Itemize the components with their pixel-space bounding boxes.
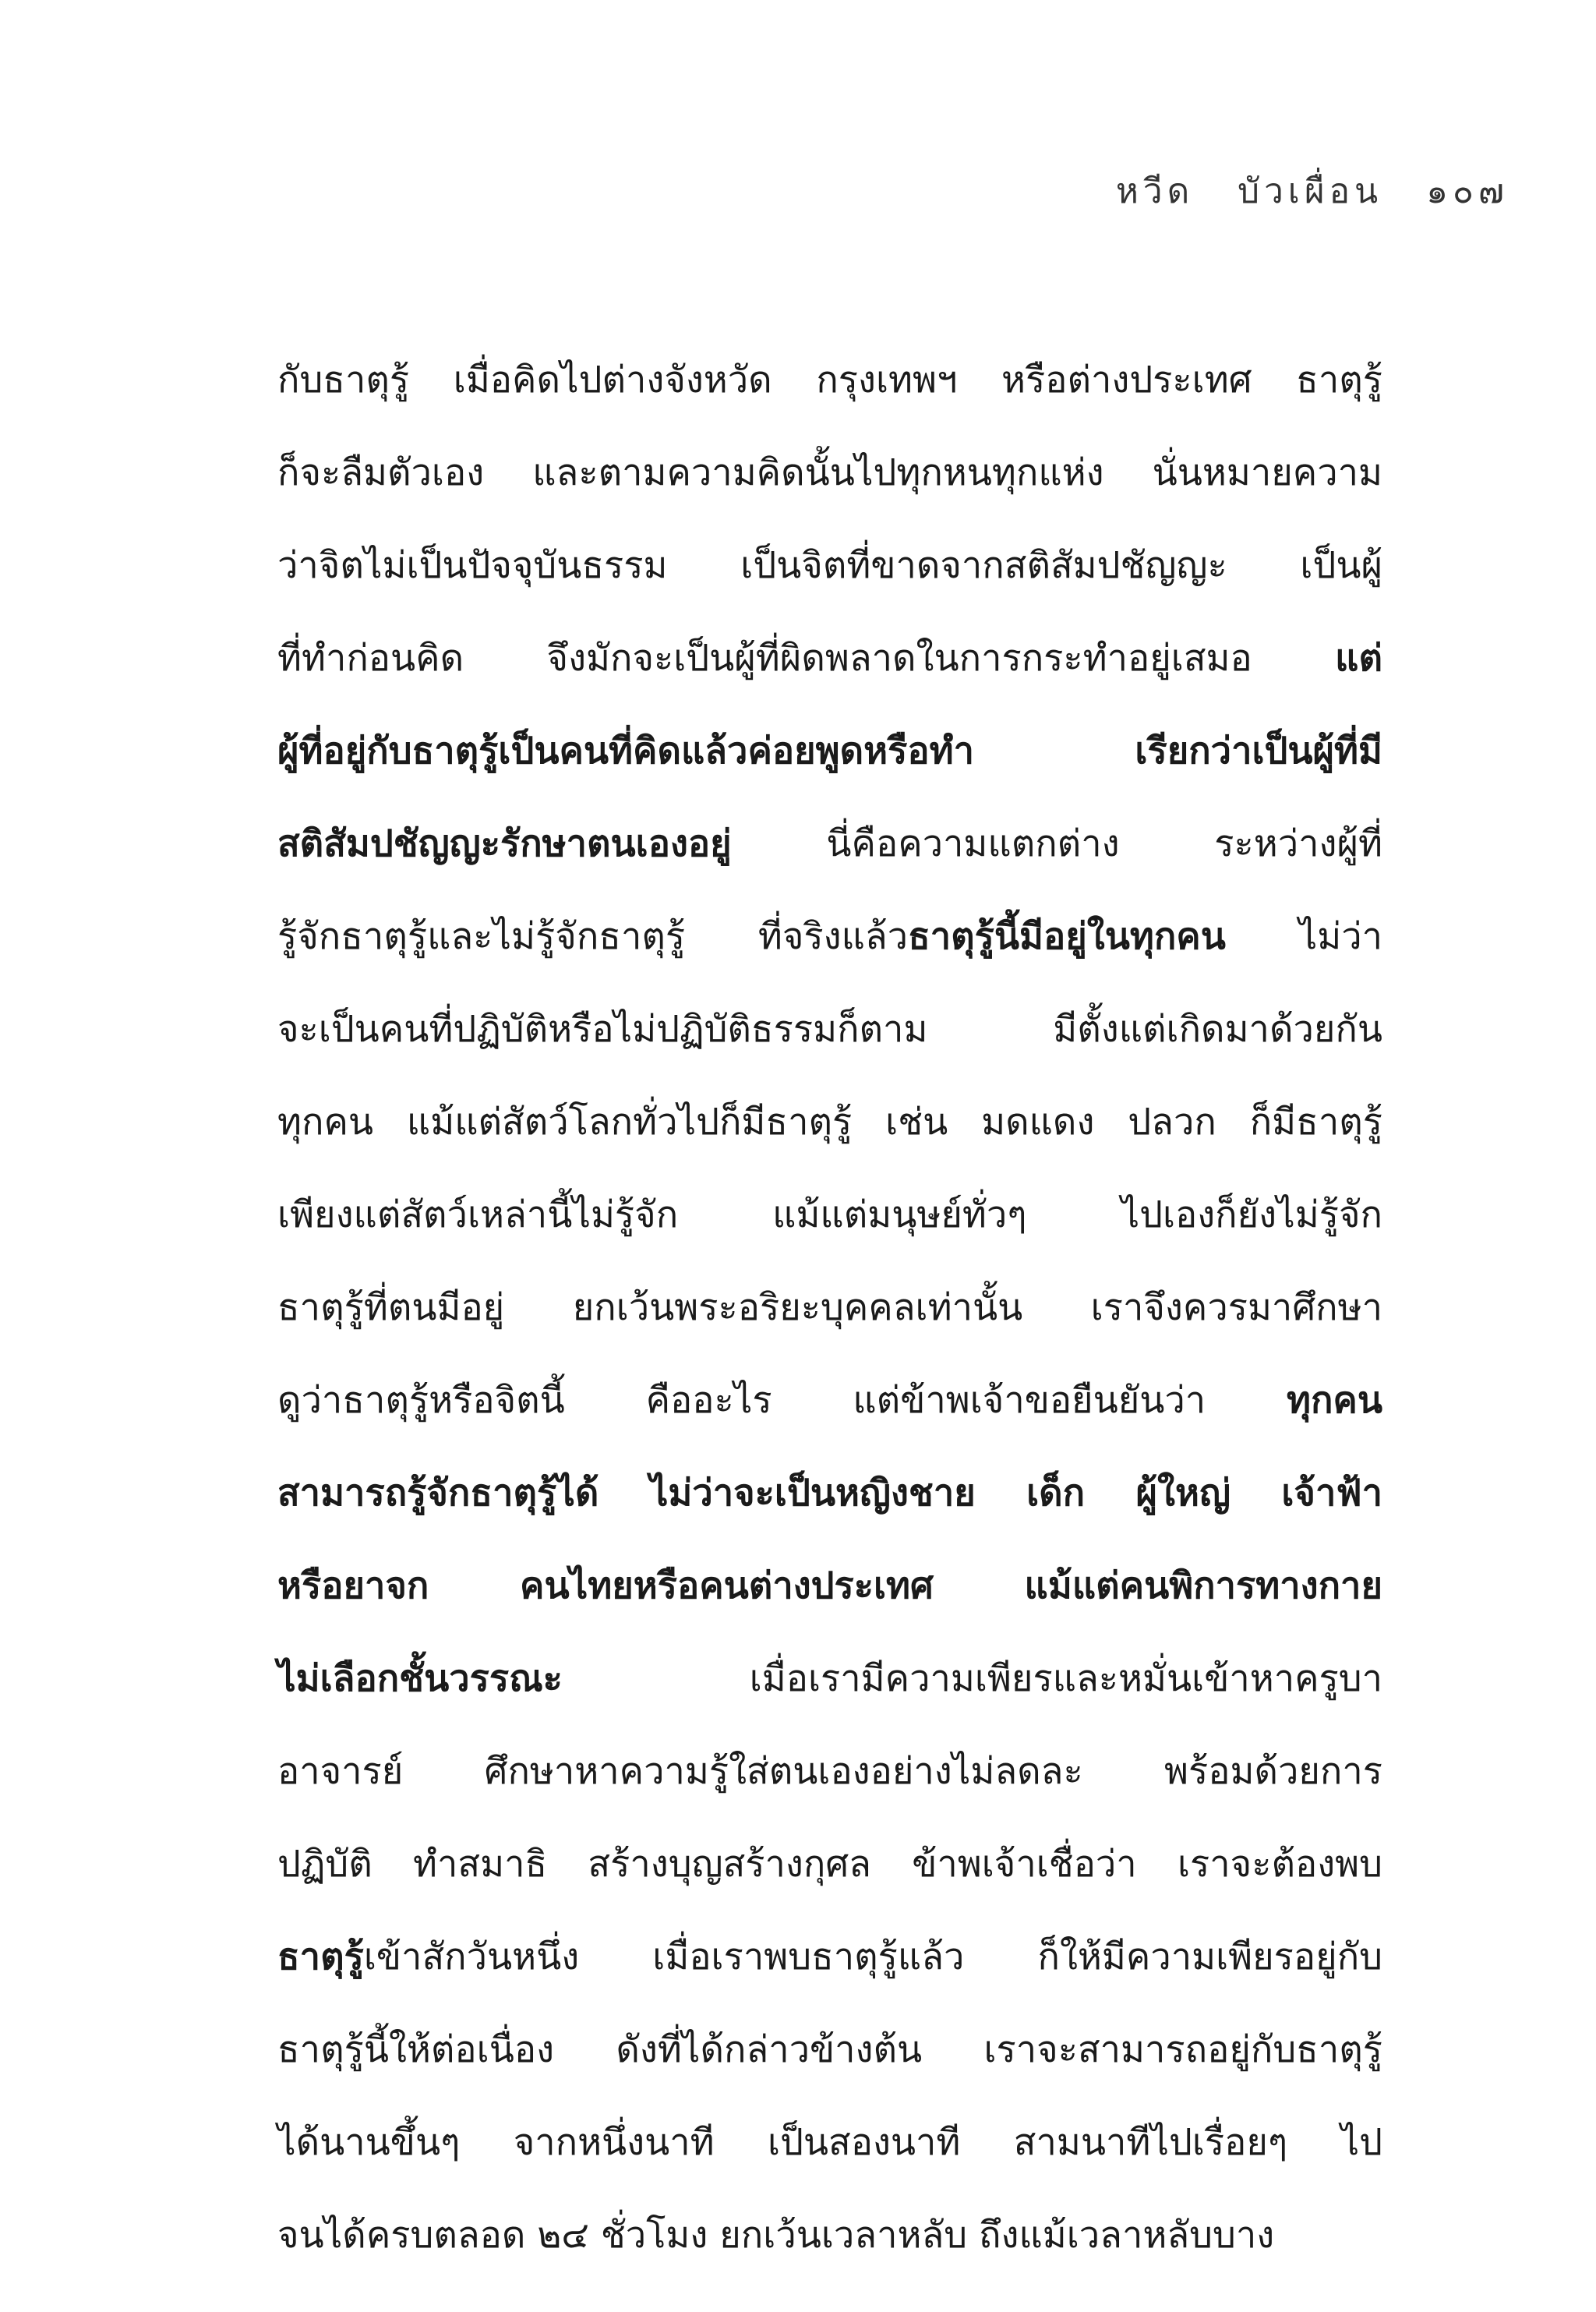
text-run: จนได้ครบตลอด ๒๔ ชั่วโมง ยกเว้นเวลาหลับ ถึงแม้เวลาหลับบาง [277, 2214, 1275, 2257]
text-line [277, 797, 1382, 890]
author-first-name: หวีด [1115, 171, 1195, 211]
text-run: เพียงแต่สัตว์เหล่านี้ไม่รู้จัก แม้แต่มนุษย์ทั่วๆ ไปเองก็ยังไม่รู้จัก [277, 1193, 1382, 1236]
text-line [277, 1911, 1382, 2003]
bold-text-run: หรือยาจก คนไทยหรือคนต่างประเทศ แม้แต่คนพิการทางกาย [277, 1564, 1382, 1607]
text-line [277, 1168, 1382, 1261]
text-run: เข้าสักวันหนึ่ง เมื่อเราพบธาตุรู้แล้ว ก็ให้มีความเพียรอยู่กับ [363, 1936, 1382, 1978]
text-run: รู้จักธาตุรู้และไม่รู้จักธาตุรู้ ที่จริงแล้ว [277, 915, 909, 958]
text-line [277, 426, 1382, 519]
text-run: ทุกคน แม้แต่สัตว์โลกทั่วไปก็มีธาตุรู้ เช่น มดแดง ปลวก ก็มีธาตุรู้ [277, 1101, 1382, 1144]
bold-text-run: ธาตุรู้นี้มีอยู่ในทุกคน [908, 915, 1226, 958]
text-run: ดูว่าธาตุรู้หรือจิตนี้ คืออะไร แต่ข้าพเจ้าขอยืนยันว่า [277, 1379, 1287, 1422]
text-line [277, 705, 1382, 797]
text-run: จะเป็นคนที่ปฏิบัติหรือไม่ปฏิบัติธรรมก็ตาม มีตั้งแต่เกิดมาด้วยกัน [277, 1008, 1382, 1051]
bold-text-run: สติสัมปชัญญะรักษาตนเองอยู่ [277, 822, 732, 865]
text-line [277, 2189, 1382, 2282]
text-run: อาจารย์ ศึกษาหาความรู้ใส่ตนเองอย่างไม่ลดละ พร้อมด้วยการ [277, 1750, 1382, 1793]
text-line [277, 890, 1382, 983]
text-run: ที่ทำก่อนคิด จึงมักจะเป็นผู้ที่ผิดพลาดในการกระทำอยู่เสมอ [277, 637, 1336, 680]
running-head [1116, 164, 1509, 218]
bold-text-run: แต่ [1335, 637, 1382, 680]
bold-text-run: ทุกคน [1286, 1379, 1382, 1422]
text-run: ธาตุรู้ที่ตนมีอยู่ ยกเว้นพระอริยะบุคคลเท่านั้น เราจึงควรมาศึกษา [277, 1286, 1382, 1329]
text-run: นี่คือความแตกต่าง ระหว่างผู้ที่ [731, 822, 1382, 865]
text-run: ธาตุรู้นี้ให้ต่อเนื่อง ดังที่ได้กล่าวข้างต้น เราจะสามารถอยู่กับธาตุรู้ [277, 2028, 1382, 2071]
text-run: ก็จะลืมตัวเอง และตามความคิดนั้นไปทุกหนทุกแห่ง นั่นหมายความ [277, 451, 1382, 494]
author-last-name: บัวเผื่อน [1238, 171, 1383, 211]
bold-text-run: ไม่เลือกชั้นวรรณะ [277, 1657, 563, 1700]
bold-text-run: ผู้ที่อยู่กับธาตุรู้เป็นคนที่คิดแล้วค่อยพูดหรือทำ เรียกว่าเป็นผู้ที่มี [277, 730, 1382, 772]
text-line [277, 1725, 1382, 1818]
text-run: กับธาตุรู้ เมื่อคิดไปต่างจังหวัด กรุงเทพฯ หรือต่างประเทศ ธาตุรู้ [277, 359, 1382, 401]
text-run: ว่าจิตไม่เป็นปัจจุบันธรรม เป็นจิตที่ขาดจากสติสัมปชัญญะ เป็นผู้ [277, 544, 1382, 587]
text-line [277, 1076, 1382, 1168]
text-line [277, 334, 1382, 426]
text-run: เมื่อเรามีความเพียรและหมั่นเข้าหาครูบา [562, 1657, 1382, 1700]
text-run: ไม่ว่า [1225, 915, 1382, 958]
text-line [277, 1261, 1382, 1354]
text-run: ได้นานขึ้นๆ จากหนึ่งนาที เป็นสองนาที สามนาทีไปเรื่อยๆ ไป [277, 2121, 1382, 2164]
text-line [277, 983, 1382, 1076]
text-line [277, 519, 1382, 612]
text-line [277, 1447, 1382, 1540]
bold-text-run: สามารถรู้จักธาตุรู้ได้ ไม่ว่าจะเป็นหญิงชาย เด็ก ผู้ใหญ่ เจ้าฟ้า [277, 1472, 1382, 1515]
page-number: ๑๐๗ [1426, 171, 1509, 211]
body-text [277, 334, 1382, 2282]
bold-text-run: ธาตุรู้ [277, 1936, 364, 1978]
text-line [277, 1540, 1382, 1632]
text-line [277, 1354, 1382, 1447]
text-line [277, 612, 1382, 705]
text-line [277, 1632, 1382, 1725]
text-line [277, 2003, 1382, 2096]
text-run: ปฏิบัติ ทำสมาธิ สร้างบุญสร้างกุศล ข้าพเจ้าเชื่อว่า เราจะต้องพบ [277, 1843, 1382, 1886]
text-line [277, 1818, 1382, 1911]
text-line [277, 2096, 1382, 2189]
